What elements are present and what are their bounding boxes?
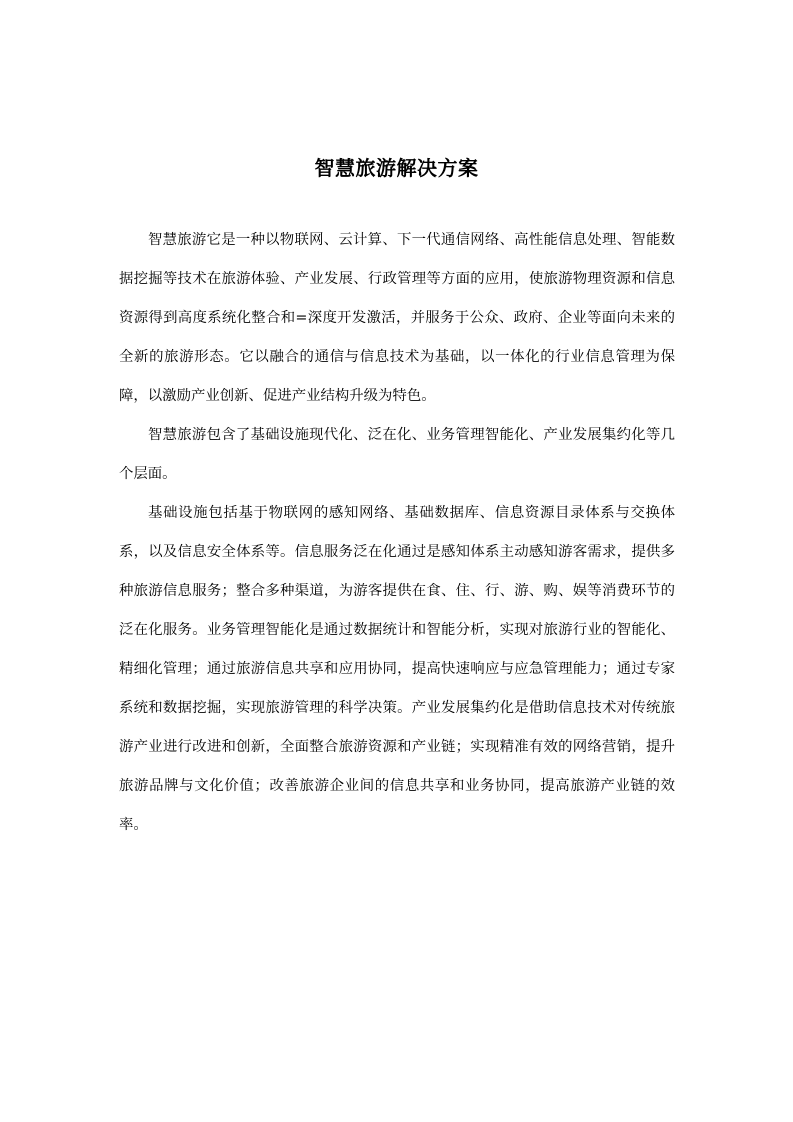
paragraph-intro: 智慧旅游它是一种以物联网、云计算、下一代通信网络、高性能信息处理、智能数据挖掘等技术在旅游体验、产业发展、行政管理等方面的应用，使旅游物理资源和信息资源得到高度系统化整合和=深度开发激活，并服务于公众、政府、企业等面向未来的全新的旅游形态。它以融合的通信与信息技术为基础，以一体化的行业信息管理为保障，以激励产业创新、促进产业结构升级为特色。 bbox=[119, 232, 675, 404]
document-body bbox=[119, 221, 675, 845]
paragraph-layers: 智慧旅游包含了基础设施现代化、泛在化、业务管理智能化、产业发展集约化等几个层面。 bbox=[119, 427, 675, 482]
paragraph-details: 基础设施包括基于物联网的感知网络、基础数据库、信息资源目录体系与交换体系，以及信息安全体系等。信息服务泛在化通过是感知体系主动感知游客需求，提供多种旅游信息服务；整合多种渠道，为游客提供在食、住、行、游、购、娱等消费环节的泛在化服务。业务管理智能化是通过数据统计和智能分析，实现对旅游行业的智能化、精细化管理；通过旅游信息共享和应用协同，提高快速响应与应急管理能力；通过专家系统和数据挖掘，实现旅游管理的科学决策。产业发展集约化是借助信息技术对传统旅游产业进行改进和创新，全面整合旅游资源和产业链；实现精准有效的网络营销，提升旅游品牌与文化价值；改善旅游企业间的信息共享和业务协同，提高旅游产业链的效率。 bbox=[119, 505, 675, 833]
document-title: 智慧旅游解决方案 bbox=[314, 156, 479, 180]
